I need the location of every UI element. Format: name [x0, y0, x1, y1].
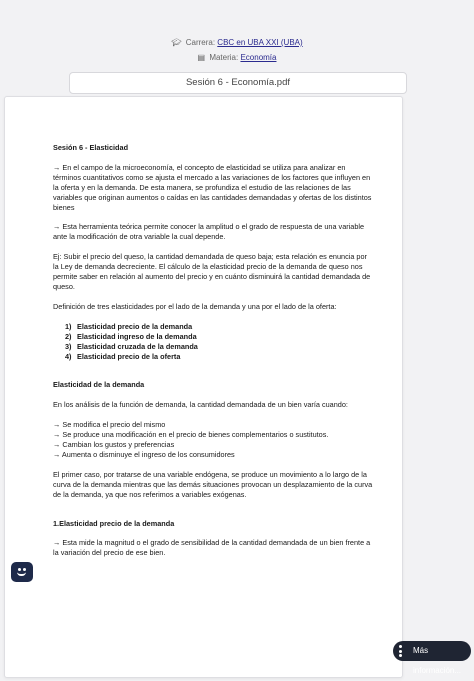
paragraph-7: → Esta mide la magnitud o el grado de sensibilidad de la cantidad demandada de un bien frente a la variación del precio de ese bien. [53, 538, 371, 558]
subject-line [0, 53, 474, 62]
bullet-item: → Aumenta o disminuye el ingreso de los consumidores [53, 449, 235, 459]
section-heading-price-elasticity: 1.Elasticidad precio de la demanda [53, 518, 175, 528]
career-label: Carrera: [185, 38, 216, 47]
more-info-label: Más información... [413, 646, 462, 675]
paragraph-3: Ej: Subir el precio del queso, la cantidad demandada de queso baja; esta relación es enuncia por la Ley de demanda decreciente. El cálculo de la elasticidad precio de la demanda de queso nos permite saber en relación al aumento del precio y en cuánto disminuirá la cantidad demandada de queso. [53, 252, 371, 291]
more-info-button[interactable] [393, 641, 471, 675]
document-title: Sesión 6 - Elasticidad [53, 143, 129, 152]
list-item: 3) Elasticidad cruzada de la demanda [65, 341, 198, 351]
file-title-bar [69, 72, 407, 94]
file-title: Sesión 6 - Economía.pdf [185, 77, 291, 88]
paragraph-2: → Esta herramienta teórica permite conocer la amplitud o el grado de respuesta de una variable ante la modificación de otra variable la cual depende. [53, 222, 365, 242]
bullet-item: → Se modifica el precio del mismo [53, 420, 166, 430]
graduation-cap-icon: 🎓︎ [171, 38, 182, 47]
subject-link[interactable]: Economía [240, 53, 277, 62]
bullet-item: → Cambian los gustos y preferencias [53, 440, 175, 450]
bullet-item: → Se produce una modificación en el precio de bienes complementarios o sustitutos. [53, 430, 329, 440]
paragraph-5: En los análisis de la función de demanda, la cantidad demandada de un bien varía cuando: [53, 400, 348, 410]
paragraph-4: Definición de tres elasticidades por el lado de la demanda y una por el lado de la oferta: [53, 301, 337, 311]
more-vertical-icon [399, 645, 402, 657]
elasticity-list [53, 322, 373, 362]
document-content [53, 143, 373, 558]
career-link[interactable]: CBC en UBA XXI (UBA) [217, 38, 303, 47]
section-heading-demand: Elasticidad de la demanda [53, 380, 145, 390]
paragraph-6: El primer caso, por tratarse de una variable endógena, se produce un movimiento a lo largo de la curva de la demanda mientras que las demás situaciones provocan un desplazamiento de la curva de la demanda, ya que nos referimos a variables exógenas. [53, 469, 373, 499]
book-icon: ▤ [197, 53, 206, 62]
list-item: 4) Elasticidad precio de la oferta [65, 351, 181, 361]
list-item: 1) Elasticidad precio de la demanda [65, 321, 193, 331]
smiley-icon [17, 572, 26, 576]
list-item: 2) Elasticidad ingreso de la demanda [65, 331, 197, 341]
career-line [0, 38, 474, 47]
paragraph-1: → En el campo de la microeconomía, el concepto de elasticidad se utiliza para analizar en términos cuantitativos como se ajusta el mercado a las variaciones de los factores que influyen en la oferta y en la demanda. De esta manera, se profundiza el estudio de las relaciones de las variables que originan aumentos o caídas en las cantidades demandadas y ofertas de los distintos bienes [53, 162, 372, 212]
document-page [4, 96, 403, 678]
subject-label: Materia: [209, 53, 239, 62]
chat-assistant-button[interactable] [11, 562, 33, 582]
